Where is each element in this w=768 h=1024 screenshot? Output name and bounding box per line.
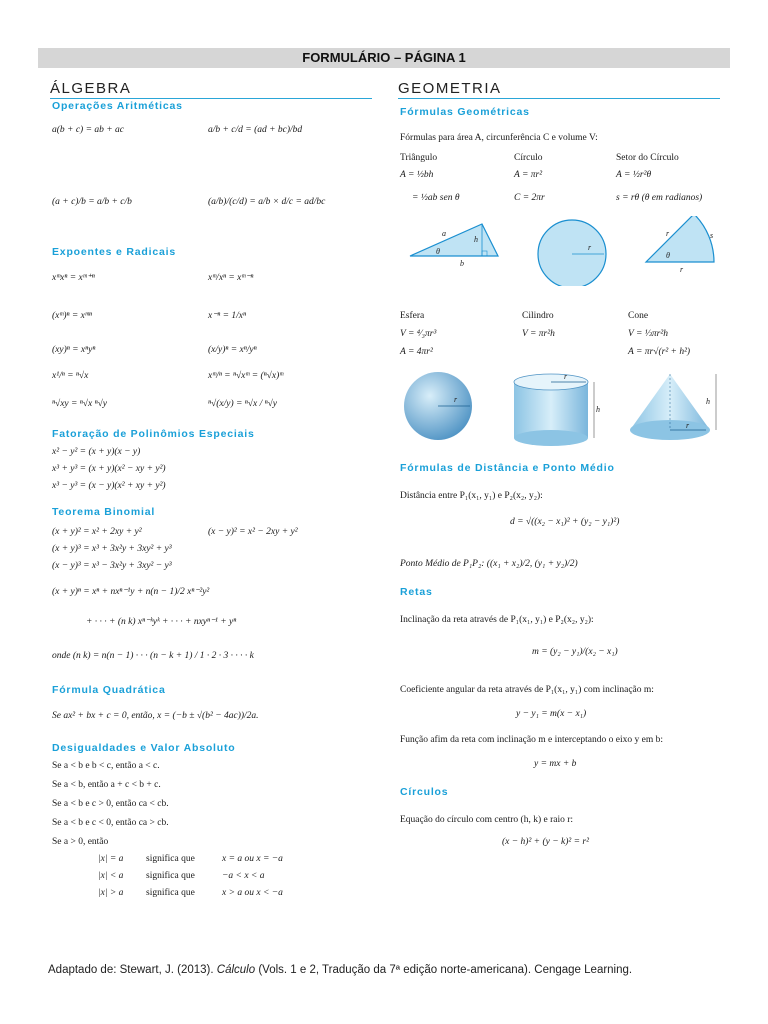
page-title-bar [38,48,730,68]
cone-formula-1: V = ⅓πr²h [628,329,668,339]
formulas-heading: Fórmulas Geométricas [400,106,530,118]
svg-text:r: r [454,395,458,404]
binom-formula-5: (x + y)ⁿ = xⁿ + nxⁿ⁻¹y + n(n − 1)/2 xⁿ⁻²y² [52,587,210,597]
ineq-line-3: Se a < b e c > 0, então ca < cb. [52,799,169,809]
svg-text:b: b [460,259,464,268]
exp-formula-8: xᵐ/ⁿ = ⁿ√xᵐ = (ⁿ√x)ᵐ [208,371,284,381]
algebra-title: ÁLGEBRA [50,80,372,99]
cylinder-formula-1: V = πr²h [522,329,555,339]
ops-formula-3: (a + c)/b = a/b + c/b [52,197,132,207]
sphere-figure [404,372,472,440]
circles-line-1: Equação do círculo com centro (h, k) e raio r: [400,815,574,825]
binom-formula-2: (x − y)² = x² − 2xy + y² [208,527,298,537]
lines-line-3: Função afim da reta com inclinação m e interceptando o eixo y em b: [400,735,663,745]
sector-label: Setor do Círculo [616,153,679,163]
circle-formula-1: A = πr² [514,170,543,180]
abs-row-2-lhs: |x| < a [98,871,124,881]
svg-text:r: r [686,421,690,430]
footer-text-1: Stewart, J. (2013). [116,964,217,976]
svg-text:r: r [588,243,592,252]
triangle-formula-2: = ½ab sen θ [412,193,460,203]
circles-heading: Círculos [400,786,449,798]
ineq-line-5: Se a > 0, então [52,837,109,847]
abs-row-3-lhs: |x| > a [98,888,124,898]
svg-text:h: h [706,397,710,406]
dist-heading: Fórmulas de Distância e Ponto Médio [400,462,615,474]
ineq-line-4: Se a < b e c < 0, então ca > cb. [52,818,169,828]
abs-row-1-rhs: x = a ou x = −a [222,854,283,864]
lines-heading: Retas [400,586,433,598]
exp-heading: Expoentes e Radicais [52,246,176,258]
binom-heading: Teorema Binomial [52,506,156,518]
svg-text:s: s [710,231,714,240]
ineq-line-1: Se a < b e b < c, então a < c. [52,761,160,771]
exp-formula-1: xᵐxⁿ = xᵐ⁺ⁿ [52,273,95,283]
dist-formula: d = √((x₂ − x₁)² + (y₂ − y₁)²) [510,517,620,527]
exp-formula-6: (x/y)ⁿ = xⁿ/yⁿ [208,345,257,355]
exp-formula-9: ⁿ√xy = ⁿ√x ⁿ√y [52,399,108,409]
abs-row-3-rhs: x > a ou x < −a [222,888,283,898]
lines-line-1: Inclinação da reta através de P₁(x₁, y₁) e P₂(x₂, y₂): [400,615,594,625]
exp-formula-2: xᵐ/xⁿ = xᵐ⁻ⁿ [208,273,254,283]
svg-text:r: r [564,372,568,381]
abs-row-2-rhs: −a < x < a [222,871,265,881]
triangle-label: Triângulo [400,153,438,163]
exp-formula-7: x¹/ⁿ = ⁿ√x [52,371,89,381]
exp-formula-3: (xᵐ)ⁿ = xᵐⁿ [52,311,92,321]
binom-formula-1: (x + y)² = x² + 2xy + y² [52,527,142,537]
ineq-heading: Desigualdades e Valor Absoluto [52,742,236,754]
footer-book-title: Cálculo [216,964,256,976]
quad-formula-1: Se ax² + bx + c = 0, então, x = (−b ± √(b² − 4ac))/2a. [52,711,259,721]
ineq-line-2: Se a < b, então a + c < b + c. [52,780,161,790]
slope-formula: m = (y₂ − y₁)/(x₂ − x₁) [532,647,618,657]
cylinder-figure [514,372,600,446]
svg-text:θ: θ [666,251,670,260]
svg-text:a: a [442,229,446,238]
fat-formula-1: x² − y² = (x + y)(x − y) [52,447,141,457]
formulas-intro: Fórmulas para área A, circunferência C e volume V: [400,133,598,143]
fat-formula-3: x³ − y³ = (x − y)(x² + xy + y²) [52,481,166,491]
sphere-formula-1: V = ⁴⁄₃πr³ [400,329,437,339]
circle-equation: (x − h)² + (y − k)² = r² [502,837,589,847]
plane-figures [398,216,720,286]
slope-intercept-formula: y = mx + b [534,759,577,769]
svg-text:r: r [680,265,684,274]
circle-formula-2: C = 2πr [514,193,545,203]
midpoint-formula: Ponto Médio de P₁P₂: ((x₁ + x₂)/2, (y₁ + y₂)/2) [400,559,578,569]
binom-formula-6: + · · · + (n k) xⁿ⁻ᵏyᵏ + · · · + nxyⁿ⁻¹ + yⁿ [86,617,237,627]
abs-row-1-lhs: |x| = a [98,854,124,864]
point-slope-formula: y − y₁ = m(x − x₁) [516,709,587,719]
sphere-label: Esfera [400,311,425,321]
geometry-title: GEOMETRIA [398,80,720,99]
binom-formula-7: onde (n k) = n(n − 1) · · · (n − k + 1) / 1 · 2 · 3 · · · · k [52,651,254,661]
exp-formula-10: ⁿ√(x/y) = ⁿ√x / ⁿ√y [208,399,278,409]
abs-row-3-mid: significa que [146,888,195,898]
binom-formula-3: (x + y)³ = x³ + 3x²y + 3xy² + y³ [52,544,172,554]
footer-text-2: (Vols. 1 e 2, Tradução da 7ª edição norte-americana). Cengage Learning. [255,964,633,976]
quad-heading: Fórmula Quadrática [52,684,166,696]
circle-figure [538,220,606,286]
ops-formula-4: (a/b)/(c/d) = a/b × d/c = ad/bc [208,197,326,207]
sector-figure [646,216,714,274]
svg-text:θ: θ [436,247,440,256]
svg-text:h: h [474,235,478,244]
footer-citation [48,964,632,976]
solid-figures [398,368,720,448]
abs-row-2-mid: significa que [146,871,195,881]
cone-figure [630,374,716,440]
geometry-column [398,80,720,910]
dist-line-1: Distância entre P₁(x₁, y₁) e P₂(x₂, y₂): [400,491,543,501]
cylinder-label: Cilindro [522,311,554,321]
ops-heading: Operações Aritméticas [52,100,183,112]
cone-label: Cone [628,311,649,321]
ops-formula-2: a/b + c/d = (ad + bc)/bd [208,125,303,135]
abs-row-1-mid: significa que [146,854,195,864]
svg-text:r: r [666,229,670,238]
footer-label: Adaptado de: [48,964,117,976]
circle-label: Círculo [514,153,543,163]
binom-formula-4: (x − y)³ = x³ − 3x²y + 3xy² − y³ [52,561,172,571]
page-title: FORMULÁRIO – PÁGINA 1 [302,50,466,65]
sphere-formula-2: A = 4πr² [400,347,433,357]
algebra-column [50,80,372,910]
triangle-figure [410,224,498,268]
sector-formula-1: A = ½r²θ [616,170,652,180]
svg-text:h: h [596,405,600,414]
exp-formula-5: (xy)ⁿ = xⁿyⁿ [52,345,96,355]
exp-formula-4: x⁻ⁿ = 1/xⁿ [208,311,246,321]
ops-formula-1: a(b + c) = ab + ac [52,125,124,135]
lines-line-2: Coeficiente angular da reta através de P₁(x₁, y₁) com inclinação m: [400,685,654,695]
fat-formula-2: x³ + y³ = (x + y)(x² − xy + y²) [52,464,166,474]
triangle-formula-1: A = ½bh [400,170,434,180]
fat-heading: Fatoração de Polinômios Especiais [52,428,255,440]
sector-formula-2: s = rθ (θ em radianos) [616,193,703,203]
cone-formula-2: A = πr√(r² + h²) [628,347,691,357]
